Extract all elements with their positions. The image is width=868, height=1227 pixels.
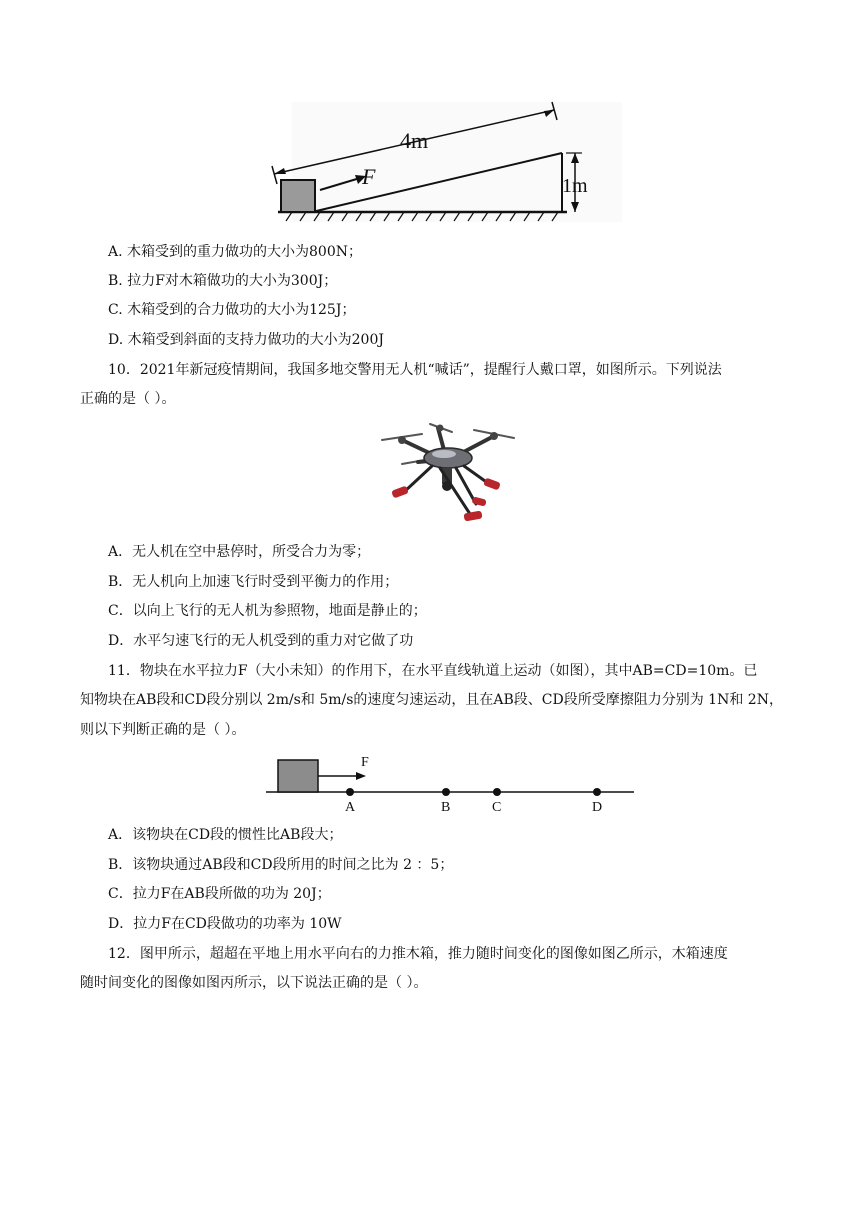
q11-stem-line1: 11．物块在水平拉力F（大小未知）的作用下，在水平直线轨道上运动（如图），其中AB=CD=10m。已 xyxy=(108,663,758,679)
block xyxy=(278,760,318,792)
wooden-box xyxy=(281,180,315,212)
q11-option-c: C．拉力F在AB段所做的功为 20J； xyxy=(108,886,331,902)
q9-option-a: A. 木箱受到的重力做功的大小为800N； xyxy=(108,244,362,260)
point-b xyxy=(442,788,450,796)
q9-option-c: C. 木箱受到的合力做功的大小为125J； xyxy=(108,302,356,318)
force-label-f: F xyxy=(361,755,369,770)
height-label: 1m xyxy=(562,175,588,197)
force-label: F xyxy=(362,164,376,189)
q10-option-d: D．水平匀速飞行的无人机受到的重力对它做了功 xyxy=(108,633,414,649)
q12-stem-line2: 随时间变化的图像如图丙所示，以下说法正确的是（ ）。 xyxy=(80,975,428,991)
label-c: C xyxy=(492,800,502,815)
track-figure xyxy=(262,752,638,818)
q11-option-b: B．该物块通过AB段和CD段所用的时间之比为 2 ：5； xyxy=(108,857,454,873)
point-a xyxy=(346,788,354,796)
q10-option-c: C．以向上飞行的无人机为参照物，地面是静止的； xyxy=(108,603,427,619)
incline-figure xyxy=(262,98,632,230)
q11-stem-line2: 知物块在AB段和CD段分别以 2m/s和 5m/s的速度匀速运动，且在AB段、CD段所受摩擦阻力分别为 1N和 2N， xyxy=(80,692,783,708)
length-label: 4m xyxy=(400,128,429,153)
q10-stem-line1: 10．2021年新冠疫情期间，我国多地交警用无人机“喊话”，提醒行人戴口罩，如图所示。下列说法 xyxy=(108,362,722,378)
label-a: A xyxy=(345,800,356,815)
q11-option-d: D．拉力F在CD段做功的功率为 10W xyxy=(108,916,342,932)
point-d xyxy=(593,788,601,796)
q10-stem-line2: 正确的是（ ）。 xyxy=(80,391,176,407)
label-b: B xyxy=(441,800,451,815)
q9-option-b: B. 拉力F对木箱做功的大小为300J； xyxy=(108,273,338,289)
point-c xyxy=(493,788,501,796)
q11-stem-line3: 则以下判断正确的是（ ）。 xyxy=(80,722,246,738)
q10-option-b: B．无人机向上加速飞行时受到平衡力的作用； xyxy=(108,574,399,590)
q12-stem-line1: 12．图甲所示，超超在平地上用水平向右的力推木箱，推力随时间变化的图像如图乙所示，木箱速度 xyxy=(108,946,728,962)
q9-option-d: D. 木箱受到斜面的支持力做功的大小为200J xyxy=(108,332,384,348)
q11-option-a: A．该物块在CD段的惯性比AB段大； xyxy=(108,827,343,843)
drone-icon xyxy=(378,420,518,532)
label-d: D xyxy=(592,800,603,815)
q10-option-a: A．无人机在空中悬停时，所受合力为零； xyxy=(108,544,371,560)
